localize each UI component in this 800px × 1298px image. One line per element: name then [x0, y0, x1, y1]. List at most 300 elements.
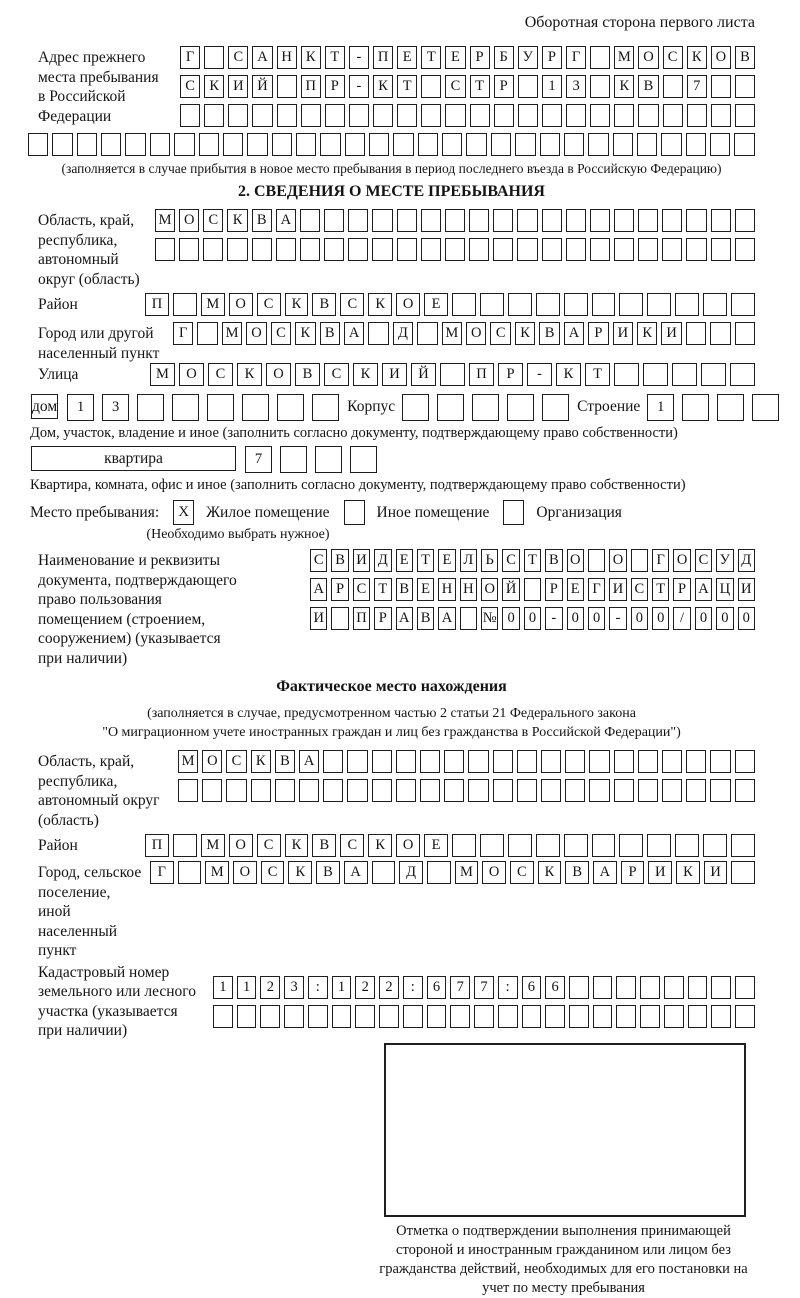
- char-cell[interactable]: Г: [566, 46, 586, 69]
- char-cell[interactable]: О: [233, 861, 257, 884]
- char-cell[interactable]: М: [150, 363, 175, 386]
- char-cell[interactable]: [734, 133, 754, 156]
- char-cell[interactable]: [662, 238, 682, 261]
- char-cell[interactable]: [701, 363, 726, 386]
- char-cell[interactable]: [332, 1005, 352, 1028]
- char-cell[interactable]: [564, 293, 588, 316]
- char-cell[interactable]: Р: [545, 578, 562, 601]
- char-cell[interactable]: В: [312, 293, 336, 316]
- char-cell[interactable]: К: [556, 363, 581, 386]
- char-cell[interactable]: [672, 363, 697, 386]
- char-cell[interactable]: В: [312, 834, 336, 857]
- char-cell[interactable]: [101, 133, 121, 156]
- char-cell[interactable]: [710, 779, 730, 802]
- char-cell[interactable]: 2: [260, 976, 280, 999]
- char-cell[interactable]: Т: [524, 549, 541, 572]
- char-cell[interactable]: [228, 104, 248, 127]
- char-cell[interactable]: [207, 394, 234, 421]
- char-cell[interactable]: Р: [325, 75, 345, 98]
- char-cell[interactable]: [752, 394, 779, 421]
- char-cell[interactable]: Е: [567, 578, 584, 601]
- char-cell[interactable]: О: [229, 293, 253, 316]
- char-cell[interactable]: [686, 779, 706, 802]
- char-cell[interactable]: 6: [545, 976, 565, 999]
- char-cell[interactable]: [199, 133, 219, 156]
- char-cell[interactable]: [320, 133, 340, 156]
- char-cell[interactable]: [355, 1005, 375, 1028]
- char-cell[interactable]: [616, 976, 636, 999]
- char-cell[interactable]: К: [285, 834, 309, 857]
- char-cell[interactable]: 0: [738, 607, 755, 630]
- char-cell[interactable]: [460, 607, 477, 630]
- char-cell[interactable]: О: [246, 322, 266, 345]
- char-cell[interactable]: К: [687, 46, 707, 69]
- char-cell[interactable]: [730, 363, 755, 386]
- char-cell[interactable]: [711, 1005, 731, 1028]
- char-cell[interactable]: [52, 133, 72, 156]
- char-cell[interactable]: [711, 209, 731, 232]
- char-cell[interactable]: Г: [652, 549, 669, 572]
- char-cell[interactable]: С: [695, 549, 712, 572]
- char-cell[interactable]: У: [518, 46, 538, 69]
- char-cell[interactable]: И: [228, 75, 248, 98]
- char-cell[interactable]: [277, 75, 297, 98]
- char-cell[interactable]: С: [340, 293, 364, 316]
- char-cell[interactable]: С: [324, 363, 349, 386]
- char-cell[interactable]: [223, 133, 243, 156]
- char-cell[interactable]: [498, 1005, 518, 1028]
- char-cell[interactable]: [372, 750, 392, 773]
- char-cell[interactable]: 7: [474, 976, 494, 999]
- char-cell[interactable]: Д: [399, 861, 423, 884]
- char-cell[interactable]: [590, 209, 610, 232]
- char-cell[interactable]: [517, 209, 537, 232]
- char-cell[interactable]: [452, 834, 476, 857]
- char-cell[interactable]: [614, 363, 639, 386]
- char-cell[interactable]: [616, 1005, 636, 1028]
- char-cell[interactable]: Р: [494, 75, 514, 98]
- char-cell[interactable]: :: [403, 976, 423, 999]
- char-cell[interactable]: [661, 133, 681, 156]
- char-cell[interactable]: [180, 104, 200, 127]
- char-cell[interactable]: [178, 861, 202, 884]
- char-cell[interactable]: [402, 394, 429, 421]
- char-cell[interactable]: К: [285, 293, 309, 316]
- char-cell[interactable]: [664, 976, 684, 999]
- char-cell[interactable]: Е: [396, 549, 413, 572]
- char-cell[interactable]: [542, 209, 562, 232]
- char-cell[interactable]: 1: [67, 394, 94, 421]
- char-cell[interactable]: 1: [542, 75, 562, 98]
- char-cell[interactable]: И: [648, 861, 672, 884]
- char-cell[interactable]: О: [396, 834, 420, 857]
- char-cell[interactable]: [369, 133, 389, 156]
- char-cell[interactable]: [565, 750, 585, 773]
- char-cell[interactable]: [735, 976, 755, 999]
- char-cell[interactable]: [373, 104, 393, 127]
- char-cell[interactable]: М: [442, 322, 462, 345]
- char-cell[interactable]: [590, 238, 610, 261]
- char-cell[interactable]: О: [567, 549, 584, 572]
- char-cell[interactable]: [735, 779, 755, 802]
- char-cell[interactable]: [347, 750, 367, 773]
- char-cell[interactable]: [252, 238, 272, 261]
- char-cell[interactable]: В: [320, 322, 340, 345]
- char-cell[interactable]: О: [711, 46, 731, 69]
- char-cell[interactable]: [469, 238, 489, 261]
- char-cell[interactable]: Е: [397, 46, 417, 69]
- char-cell[interactable]: [686, 750, 706, 773]
- char-cell[interactable]: [536, 834, 560, 857]
- char-cell[interactable]: [125, 133, 145, 156]
- char-cell[interactable]: Д: [374, 549, 391, 572]
- char-cell[interactable]: [663, 75, 683, 98]
- char-cell[interactable]: Й: [411, 363, 436, 386]
- char-cell[interactable]: [155, 238, 175, 261]
- char-cell[interactable]: И: [661, 322, 681, 345]
- char-cell[interactable]: [592, 293, 616, 316]
- char-cell[interactable]: [638, 779, 658, 802]
- char-cell[interactable]: [647, 293, 671, 316]
- char-cell[interactable]: [593, 976, 613, 999]
- char-cell[interactable]: М: [201, 834, 225, 857]
- char-cell[interactable]: [710, 133, 730, 156]
- char-cell[interactable]: [703, 834, 727, 857]
- char-cell[interactable]: [569, 1005, 589, 1028]
- char-cell[interactable]: И: [310, 607, 327, 630]
- char-cell[interactable]: [347, 779, 367, 802]
- char-cell[interactable]: [522, 1005, 542, 1028]
- char-cell[interactable]: М: [201, 293, 225, 316]
- char-cell[interactable]: [442, 133, 462, 156]
- char-cell[interactable]: [545, 1005, 565, 1028]
- char-cell[interactable]: [301, 104, 321, 127]
- char-cell[interactable]: [379, 1005, 399, 1028]
- char-cell[interactable]: С: [257, 293, 281, 316]
- char-cell[interactable]: 2: [379, 976, 399, 999]
- char-cell[interactable]: А: [310, 578, 327, 601]
- char-cell[interactable]: 7: [245, 446, 272, 473]
- char-cell[interactable]: [663, 104, 683, 127]
- char-cell[interactable]: [731, 293, 755, 316]
- char-cell[interactable]: С: [271, 322, 291, 345]
- char-cell[interactable]: [619, 834, 643, 857]
- char-cell[interactable]: К: [368, 834, 392, 857]
- char-cell[interactable]: П: [145, 293, 169, 316]
- char-cell[interactable]: А: [593, 861, 617, 884]
- char-cell[interactable]: И: [738, 578, 755, 601]
- char-cell[interactable]: [445, 104, 465, 127]
- char-cell[interactable]: [323, 779, 343, 802]
- char-cell[interactable]: [735, 238, 755, 261]
- char-cell[interactable]: [284, 1005, 304, 1028]
- char-cell[interactable]: К: [237, 363, 262, 386]
- char-cell[interactable]: -: [349, 46, 369, 69]
- char-cell[interactable]: [518, 75, 538, 98]
- char-cell[interactable]: О: [482, 861, 506, 884]
- char-cell[interactable]: [397, 104, 417, 127]
- char-cell[interactable]: [28, 133, 48, 156]
- char-cell[interactable]: 2: [355, 976, 375, 999]
- char-cell[interactable]: [687, 104, 707, 127]
- char-cell[interactable]: А: [564, 322, 584, 345]
- char-cell[interactable]: В: [331, 549, 348, 572]
- char-cell[interactable]: С: [353, 578, 370, 601]
- char-cell[interactable]: [296, 133, 316, 156]
- char-cell[interactable]: В: [417, 607, 434, 630]
- char-cell[interactable]: :: [308, 976, 328, 999]
- char-cell[interactable]: [440, 363, 465, 386]
- char-cell[interactable]: [593, 1005, 613, 1028]
- char-cell[interactable]: О: [396, 293, 420, 316]
- char-cell[interactable]: Т: [397, 75, 417, 98]
- char-cell[interactable]: [227, 238, 247, 261]
- char-cell[interactable]: 0: [524, 607, 541, 630]
- char-cell[interactable]: [541, 750, 561, 773]
- char-cell[interactable]: [480, 834, 504, 857]
- char-cell[interactable]: С: [226, 750, 246, 773]
- char-cell[interactable]: 1: [237, 976, 257, 999]
- char-cell[interactable]: [444, 779, 464, 802]
- char-cell[interactable]: 3: [102, 394, 129, 421]
- char-cell[interactable]: [437, 394, 464, 421]
- char-cell[interactable]: [614, 750, 634, 773]
- char-cell[interactable]: [517, 238, 537, 261]
- char-cell[interactable]: [614, 104, 634, 127]
- char-cell[interactable]: С: [340, 834, 364, 857]
- char-cell[interactable]: Е: [445, 46, 465, 69]
- char-cell[interactable]: И: [613, 322, 633, 345]
- char-cell[interactable]: А: [695, 578, 712, 601]
- char-cell[interactable]: Г: [180, 46, 200, 69]
- char-cell[interactable]: П: [469, 363, 494, 386]
- char-cell[interactable]: К: [676, 861, 700, 884]
- char-cell[interactable]: [686, 209, 706, 232]
- char-cell[interactable]: [710, 322, 730, 345]
- char-cell[interactable]: С: [203, 209, 223, 232]
- char-cell[interactable]: [445, 209, 465, 232]
- char-cell[interactable]: [468, 779, 488, 802]
- char-cell[interactable]: [662, 779, 682, 802]
- char-cell[interactable]: [204, 46, 224, 69]
- char-cell[interactable]: [237, 1005, 257, 1028]
- char-cell[interactable]: [682, 394, 709, 421]
- char-cell[interactable]: С: [180, 75, 200, 98]
- char-cell[interactable]: Е: [417, 578, 434, 601]
- char-cell[interactable]: О: [609, 549, 626, 572]
- char-cell[interactable]: И: [609, 578, 626, 601]
- char-cell[interactable]: Р: [470, 46, 490, 69]
- char-cell[interactable]: [564, 133, 584, 156]
- char-cell[interactable]: [542, 104, 562, 127]
- char-cell[interactable]: [331, 607, 348, 630]
- char-cell[interactable]: [711, 104, 731, 127]
- char-cell[interactable]: Т: [652, 578, 669, 601]
- char-cell[interactable]: Р: [588, 322, 608, 345]
- char-cell[interactable]: [675, 293, 699, 316]
- char-cell[interactable]: С: [663, 46, 683, 69]
- char-cell[interactable]: [647, 834, 671, 857]
- char-cell[interactable]: 1: [332, 976, 352, 999]
- char-cell[interactable]: [686, 238, 706, 261]
- char-cell[interactable]: М: [222, 322, 242, 345]
- char-cell[interactable]: [173, 293, 197, 316]
- char-cell[interactable]: [735, 750, 755, 773]
- char-cell[interactable]: [638, 104, 658, 127]
- char-cell[interactable]: [450, 1005, 470, 1028]
- char-cell[interactable]: -: [349, 75, 369, 98]
- char-cell[interactable]: В: [638, 75, 658, 98]
- char-cell[interactable]: [178, 779, 198, 802]
- char-cell[interactable]: Ц: [716, 578, 733, 601]
- char-cell[interactable]: [300, 238, 320, 261]
- char-cell[interactable]: Т: [585, 363, 610, 386]
- char-cell[interactable]: [735, 1005, 755, 1028]
- char-cell[interactable]: В: [252, 209, 272, 232]
- char-cell[interactable]: П: [373, 46, 393, 69]
- char-cell[interactable]: Т: [470, 75, 490, 98]
- char-cell[interactable]: -: [527, 363, 552, 386]
- char-cell[interactable]: [735, 209, 755, 232]
- char-cell[interactable]: О: [266, 363, 291, 386]
- char-cell[interactable]: [396, 779, 416, 802]
- char-cell[interactable]: [474, 1005, 494, 1028]
- char-cell[interactable]: К: [301, 46, 321, 69]
- char-cell[interactable]: -: [609, 607, 626, 630]
- char-cell[interactable]: [731, 861, 755, 884]
- char-cell[interactable]: [368, 322, 388, 345]
- char-cell[interactable]: В: [565, 861, 589, 884]
- char-cell[interactable]: [77, 133, 97, 156]
- char-cell[interactable]: [569, 976, 589, 999]
- char-cell[interactable]: [275, 779, 295, 802]
- char-cell[interactable]: [638, 209, 658, 232]
- char-cell[interactable]: [589, 750, 609, 773]
- char-cell[interactable]: [312, 394, 339, 421]
- char-cell[interactable]: 0: [502, 607, 519, 630]
- char-cell[interactable]: [280, 446, 307, 473]
- char-cell[interactable]: [735, 104, 755, 127]
- char-cell[interactable]: О: [638, 46, 658, 69]
- char-cell[interactable]: В: [545, 549, 562, 572]
- char-cell[interactable]: К: [295, 322, 315, 345]
- char-cell[interactable]: [226, 779, 246, 802]
- char-cell[interactable]: В: [275, 750, 295, 773]
- char-cell[interactable]: А: [299, 750, 319, 773]
- char-cell[interactable]: [137, 394, 164, 421]
- char-cell[interactable]: [592, 834, 616, 857]
- char-cell[interactable]: [688, 976, 708, 999]
- char-cell[interactable]: [493, 750, 513, 773]
- char-cell[interactable]: О: [229, 834, 253, 857]
- char-cell[interactable]: [150, 133, 170, 156]
- char-cell[interactable]: [277, 394, 304, 421]
- char-cell[interactable]: [565, 779, 585, 802]
- char-cell[interactable]: [491, 133, 511, 156]
- char-cell[interactable]: П: [145, 834, 169, 857]
- char-cell[interactable]: О: [466, 322, 486, 345]
- char-cell[interactable]: А: [344, 861, 368, 884]
- char-cell[interactable]: [421, 75, 441, 98]
- char-cell[interactable]: 3: [566, 75, 586, 98]
- char-cell[interactable]: К: [204, 75, 224, 98]
- char-cell[interactable]: [396, 750, 416, 773]
- char-cell[interactable]: [420, 779, 440, 802]
- char-cell[interactable]: Н: [460, 578, 477, 601]
- char-cell[interactable]: [277, 104, 297, 127]
- char-cell[interactable]: С: [208, 363, 233, 386]
- char-cell[interactable]: [372, 861, 396, 884]
- char-cell[interactable]: С: [257, 834, 281, 857]
- char-cell[interactable]: М: [614, 46, 634, 69]
- char-cell[interactable]: 1: [213, 976, 233, 999]
- char-cell[interactable]: [172, 394, 199, 421]
- char-cell[interactable]: К: [637, 322, 657, 345]
- char-cell[interactable]: [372, 209, 392, 232]
- char-cell[interactable]: 0: [567, 607, 584, 630]
- char-cell[interactable]: [276, 238, 296, 261]
- char-cell[interactable]: [517, 779, 537, 802]
- char-cell[interactable]: [711, 238, 731, 261]
- char-cell[interactable]: [472, 394, 499, 421]
- char-cell[interactable]: [315, 446, 342, 473]
- char-cell[interactable]: [518, 104, 538, 127]
- char-cell[interactable]: 7: [687, 75, 707, 98]
- char-cell[interactable]: [540, 133, 560, 156]
- char-cell[interactable]: [427, 861, 451, 884]
- char-cell[interactable]: [299, 779, 319, 802]
- char-cell[interactable]: [421, 104, 441, 127]
- char-cell[interactable]: С: [445, 75, 465, 98]
- char-cell[interactable]: :: [498, 976, 518, 999]
- char-cell[interactable]: [323, 750, 343, 773]
- char-cell[interactable]: [469, 209, 489, 232]
- char-cell[interactable]: М: [178, 750, 198, 773]
- char-cell[interactable]: С: [631, 578, 648, 601]
- char-cell[interactable]: [686, 322, 706, 345]
- char-cell[interactable]: О: [202, 750, 222, 773]
- checkbox-zhiloe-pomeshchenie[interactable]: X: [173, 500, 194, 525]
- char-cell[interactable]: [566, 238, 586, 261]
- char-cell[interactable]: Т: [417, 549, 434, 572]
- char-cell[interactable]: /: [673, 607, 690, 630]
- char-cell[interactable]: Г: [150, 861, 174, 884]
- char-cell[interactable]: 6: [427, 976, 447, 999]
- char-cell[interactable]: 0: [716, 607, 733, 630]
- char-cell[interactable]: [427, 1005, 447, 1028]
- char-cell[interactable]: А: [276, 209, 296, 232]
- char-cell[interactable]: [590, 104, 610, 127]
- char-cell[interactable]: К: [251, 750, 271, 773]
- char-cell[interactable]: [614, 238, 634, 261]
- char-cell[interactable]: [590, 46, 610, 69]
- char-cell[interactable]: [619, 293, 643, 316]
- char-cell[interactable]: 0: [588, 607, 605, 630]
- char-cell[interactable]: [421, 238, 441, 261]
- char-cell[interactable]: [631, 549, 648, 572]
- char-cell[interactable]: [494, 104, 514, 127]
- char-cell[interactable]: №: [481, 607, 498, 630]
- char-cell[interactable]: Р: [498, 363, 523, 386]
- char-cell[interactable]: [324, 238, 344, 261]
- char-cell[interactable]: [638, 238, 658, 261]
- char-cell[interactable]: А: [438, 607, 455, 630]
- char-cell[interactable]: [418, 133, 438, 156]
- char-cell[interactable]: [686, 133, 706, 156]
- char-cell[interactable]: О: [179, 209, 199, 232]
- char-cell[interactable]: 6: [522, 976, 542, 999]
- char-cell[interactable]: М: [155, 209, 175, 232]
